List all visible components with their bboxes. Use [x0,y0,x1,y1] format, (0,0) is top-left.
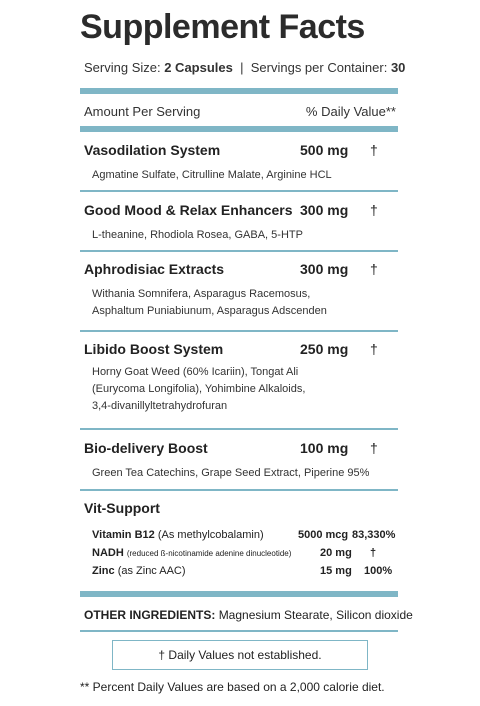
divider-thick [80,88,398,94]
percent-daily-values-footnote: ** Percent Daily Values are based on a 2,000 calorie diet. [80,680,385,694]
section-description: L-theanine, Rhodiola Rosea, GABA, 5-HTP [92,229,303,241]
vit-item-detail: (As methylcobalamin) [157,529,264,541]
other-ingredients [84,608,413,622]
section-description: Horny Goat Weed (60% Icariin), Tongat Ali (Eurycoma Longifolia), Yohimbine Alkaloids, 3,4-divanillyltetrahydrofuran [92,366,306,412]
section-amount: 300 mg [300,261,349,277]
section-amount: 250 mg [300,341,349,357]
vit-item-name [92,547,291,559]
divider-thick [80,591,398,597]
vit-item-dv: 100% [364,565,393,577]
vit-item-dv: † [370,547,377,559]
divider-thick [80,126,398,132]
section-amount: 500 mg [300,142,349,158]
vit-item-detail: (as Zinc AAC) [117,565,186,577]
other-ingredients-label: OTHER INGREDIENTS: [84,608,216,622]
section-name: Libido Boost System [84,341,224,357]
serving-separator: | [240,60,244,75]
section-amount: 100 mg [300,440,349,456]
amount-per-serving-header: Amount Per Serving [84,104,201,119]
vit-item-label: Vitamin B12 [92,529,155,541]
divider [80,428,398,430]
section-name: Vasodilation System [84,142,221,158]
vit-item-name [92,529,264,541]
serving-size-value: 2 Capsules [164,60,233,75]
servings-per-container-value: 30 [390,60,406,75]
divider [80,190,398,192]
vit-item-detail: (reduced ß-nicotinamide adenine dinucleotide) [126,549,292,558]
supplement-facts-panel [76,0,413,706]
vit-item-amount: 20 mg [320,547,352,559]
section-amount: 300 mg [300,202,349,218]
serving-size-label: Serving Size: [84,60,161,75]
vit-item-label: NADH [92,547,124,559]
vit-item-name [92,565,186,577]
section-dv: † [370,202,378,218]
section-name: Bio-delivery Boost [84,440,208,456]
vit-item-amount: 5000 mcg [298,529,349,541]
servings-per-container-label: Servings per Container: [250,60,388,75]
serving-info [84,60,405,75]
divider [80,250,398,252]
vit-item-label: Zinc [92,565,115,577]
panel-title: Supplement Facts [80,8,365,46]
vit-item-dv: 83,330% [352,529,396,541]
vit-support-name: Vit-Support [84,500,160,516]
section-description: Agmatine Sulfate, Citrulline Malate, Arginine HCL [92,169,332,181]
section-dv: † [370,142,378,158]
divider [80,630,398,632]
daily-value-header: % Daily Value** [305,104,396,119]
divider [80,489,398,491]
divider [80,330,398,332]
daily-values-note: † Daily Values not established. [112,640,368,670]
section-name: Good Mood & Relax Enhancers [84,202,293,218]
section-dv: † [370,341,378,357]
other-ingredients-value: Magnesium Stearate, Silicon dioxide [218,608,413,622]
section-description: Green Tea Catechins, Grape Seed Extract, Piperine 95% [92,467,370,479]
section-dv: † [370,261,378,277]
section-description: Withania Somnifera, Asparagus Racemosus, Asphaltum Puniabiunum, Asparagus Adscenden [92,288,327,317]
section-name: Aphrodisiac Extracts [84,261,225,277]
vit-item-amount: 15 mg [320,565,352,577]
section-dv: † [370,440,378,456]
